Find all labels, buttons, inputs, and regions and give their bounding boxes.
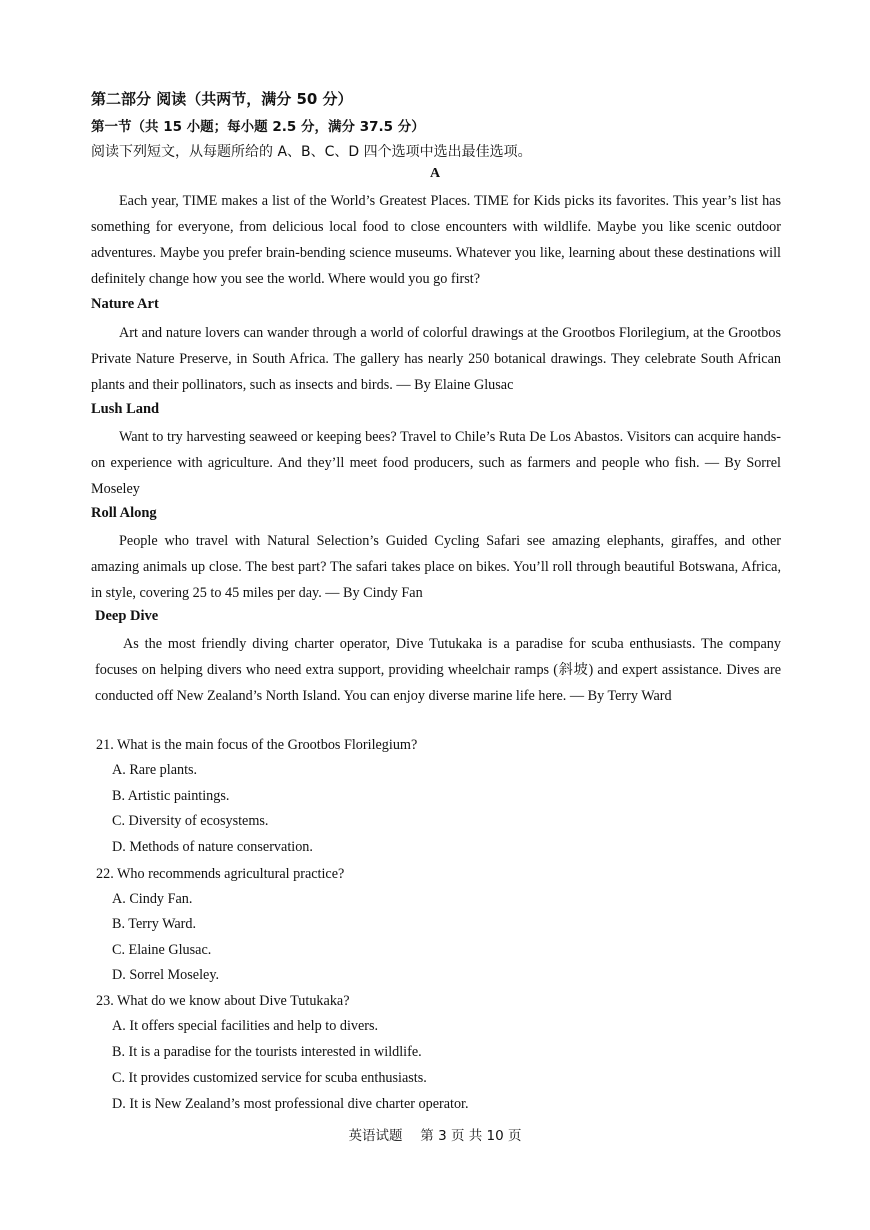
paragraph-lush-land: Want to try harvesting seaweed or keeping bees? Travel to Chile’s Ruta De Los Abastos. Visitors can acquire hands-on experience with agriculture. And they’ll meet food producers, such as farmers and people who fish. — By Sorrel Moseley [91,429,781,497]
question-21-option-c: C. Diversity of ecosystems. [112,813,269,829]
question-23-option-a: A. It offers special facilities and help to divers. [112,1018,379,1034]
heading-roll-along: Roll Along [91,505,157,521]
section-subtitle: 第一节（共 15 小题；每小题 2.5 分，满分 37.5 分） [91,119,425,135]
question-21-stem: 21. What is the main focus of the Grootbos Florilegium? [96,737,418,753]
question-22-option-c: C. Elaine Glusac. [112,942,212,958]
paragraph-deep-dive: As the most friendly diving charter operator, Dive Tutukaka is a paradise for scuba enthusiasts. The company focuses on helping divers who need extra support, providing wheelchair ramps (斜坡) and expert assistance. Dives are conducted off New Zealand’s North Island. You can enjoy diverse marine life here. — By Terry Ward [95,636,781,704]
question-21-option-a: A. Rare plants. [112,762,198,778]
section-title: 第二部分 阅读（共两节，满分 50 分） [91,90,353,108]
question-22-stem: 22. Who recommends agricultural practice? [96,866,345,882]
heading-nature-art: Nature Art [91,296,159,312]
instruction: 阅读下列短文，从每题所给的 A、B、C、D 四个选项中选出最佳选项。 [91,144,532,160]
passage-label: A [429,166,441,181]
question-21-option-b: B. Artistic paintings. [112,788,230,804]
paragraph-nature-art: Art and nature lovers can wander through a world of colorful drawings at the Grootbos Florilegium, at the Grootbos Private Nature Preserve, in South Africa. The gallery has nearly 250 botanical drawings. They celebrate South African plants and their pollinators, such as insects and birds. — By Elaine Glusac [91,325,781,393]
question-23-option-d: D. It is New Zealand’s most professional dive charter operator. [112,1096,469,1112]
heading-deep-dive: Deep Dive [95,608,159,624]
paragraph-roll-along: People who travel with Natural Selection’s Guided Cycling Safari see amazing elephants, giraffes, and other amazing animals up close. The best part? The safari takes place on bikes. You’ll roll through beautiful Botswana, Africa, in style, covering 25 to 45 miles per day. — By Cindy Fan [91,533,781,601]
page-footer: 英语试题 第 3 页 共 10 页 [348,1128,522,1144]
question-23-option-b: B. It is a paradise for the tourists interested in wildlife. [112,1044,422,1060]
question-22-option-b: B. Terry Ward. [112,916,197,932]
question-22-option-a: A. Cindy Fan. [112,891,193,907]
heading-lush-land: Lush Land [91,401,160,417]
question-23-stem: 23. What do we know about Dive Tutukaka? [96,993,350,1009]
question-21-option-d: D. Methods of nature conservation. [112,839,313,855]
passage-intro: Each year, TIME makes a list of the World’s Greatest Places. TIME for Kids picks its favorites. This year’s list has something for everyone, from delicious local food to close encounters with wildlife. Maybe you like scenic outdoor adventures. Maybe you prefer brain-bending science museums. Whatever you like, learning about these destinations will definitely change how you see the world. Where would you go first? [91,193,781,287]
question-23-option-c: C. It provides customized service for scuba enthusiasts. [112,1070,427,1086]
question-22-option-d: D. Sorrel Moseley. [112,967,220,983]
